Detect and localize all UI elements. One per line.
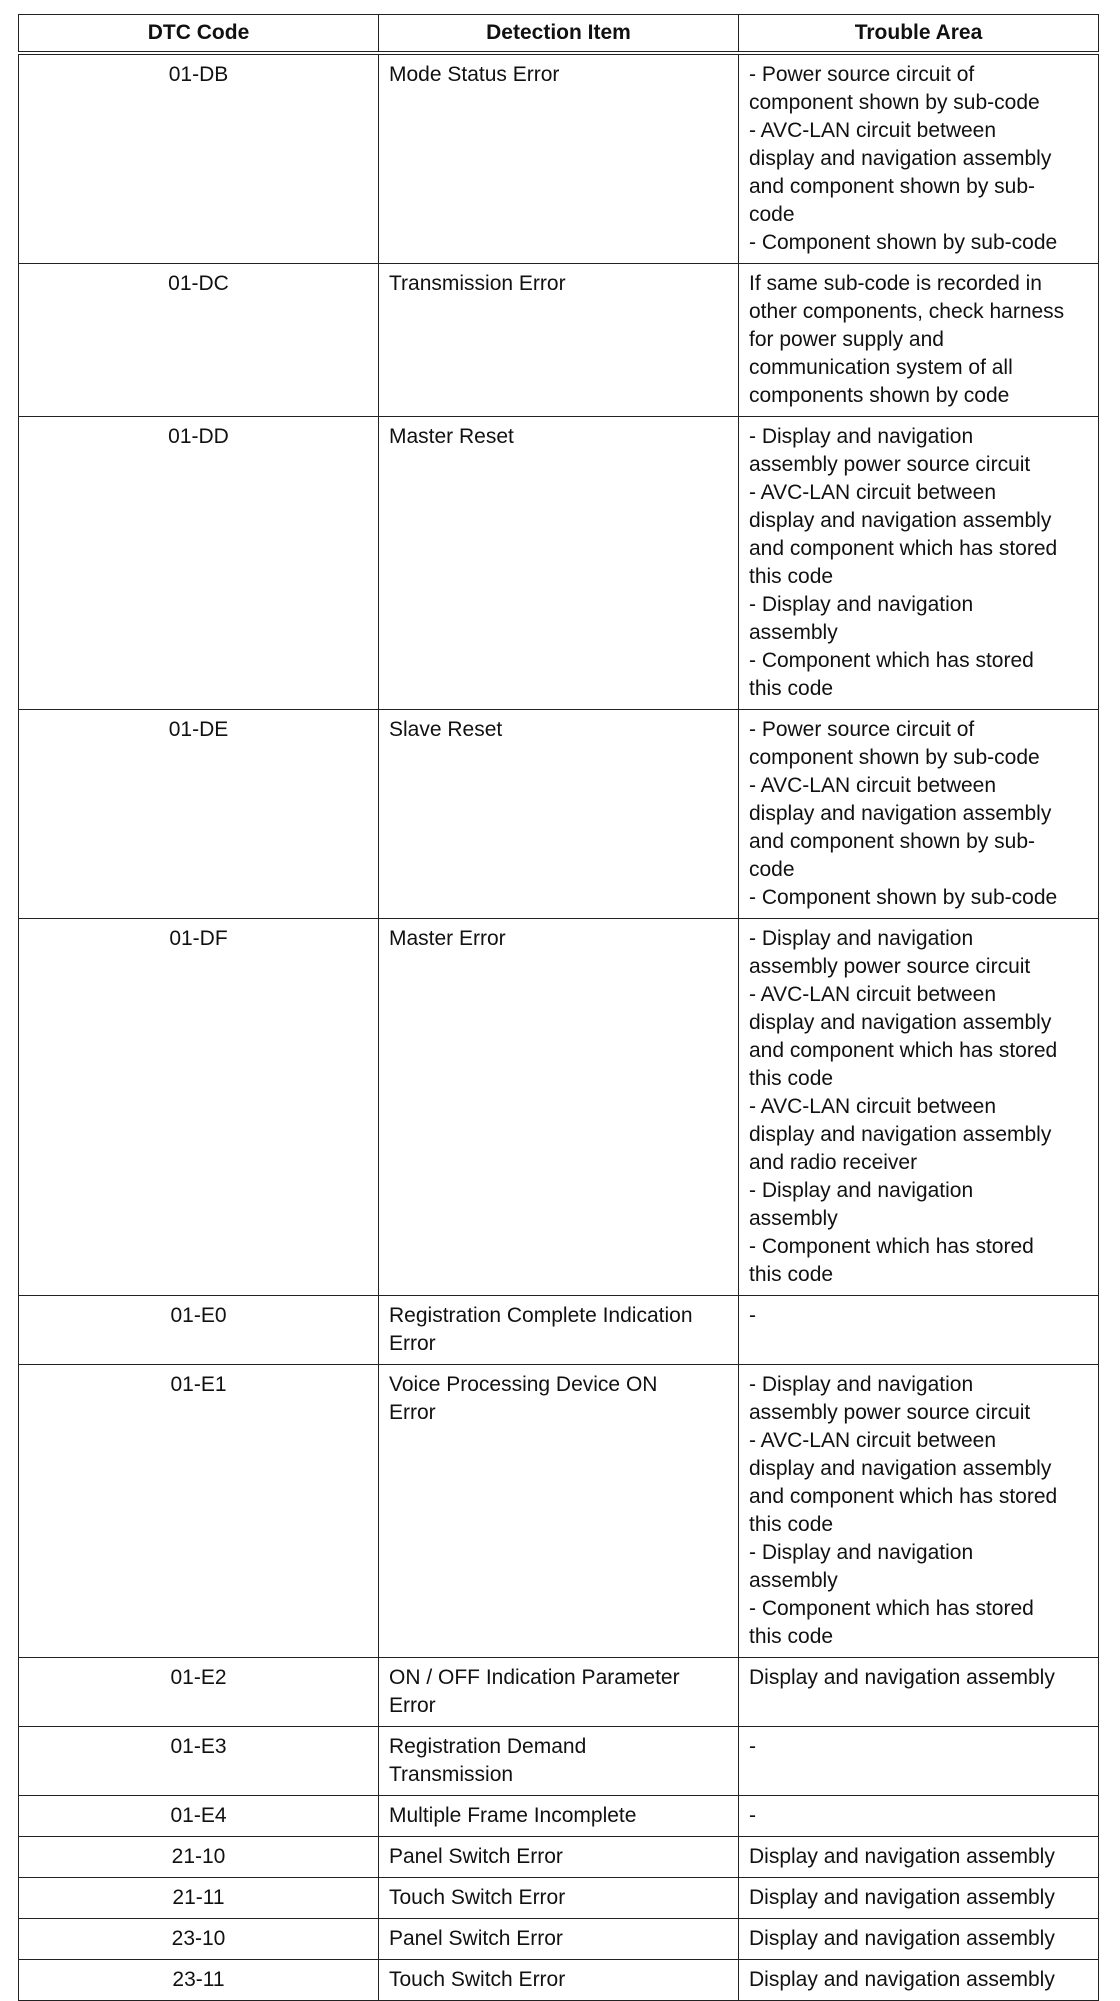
table-body [19,53,1099,2001]
header-detection-item: Detection Item [379,15,739,54]
dtc-code-cell: 23-11 [19,1960,379,2001]
trouble-area-line: Display and navigation assembly [749,1666,1055,1689]
detection-item-line: Registration Demand [389,1735,587,1758]
trouble-area-line: for power supply and [749,328,944,351]
trouble-area-line: display and navigation assembly [749,509,1052,532]
trouble-area-line: - Display and navigation [749,1179,974,1202]
detection-item-line: Error [389,1401,436,1424]
header-dtc-code: DTC Code [19,15,379,54]
header-trouble-area: Trouble Area [739,15,1099,54]
trouble-area-line: code [749,858,795,881]
detection-item-cell [379,919,739,1296]
detection-item-line: Transmission Error [389,272,566,295]
trouble-area-line: display and navigation assembly [749,147,1052,170]
trouble-area-line: - Power source circuit of [749,718,975,741]
trouble-area-line: - AVC-LAN circuit between [749,774,997,797]
trouble-area-line: this code [749,1625,834,1648]
trouble-area-line: component shown by sub-code [749,91,1040,114]
header-row [19,15,1099,54]
trouble-area-line: - Component which has stored [749,649,1034,672]
trouble-area-line: - Display and navigation [749,425,974,448]
detection-item-cell [379,1296,739,1365]
trouble-area-line: other components, check harness [749,300,1065,323]
dtc-code-cell: 21-10 [19,1837,379,1878]
detection-item-cell [379,1365,739,1658]
dtc-code-cell: 21-11 [19,1878,379,1919]
detection-item-line: ON / OFF Indication Parameter [389,1666,680,1689]
dtc-code-cell: 01-E1 [19,1365,379,1658]
table-row [19,919,1099,1296]
dtc-code-cell: 01-E0 [19,1296,379,1365]
trouble-area-line: this code [749,677,834,700]
table-row [19,1960,1099,2001]
trouble-area-line: this code [749,565,834,588]
table-row [19,417,1099,710]
table-row [19,1365,1099,1658]
trouble-area-cell [739,1365,1099,1658]
detection-item-line: Master Error [389,927,506,950]
detection-item-cell [379,1919,739,1960]
detection-item-cell [379,1796,739,1837]
table-row [19,710,1099,919]
trouble-area-line: and component which has stored [749,537,1058,560]
table-row [19,1837,1099,1878]
detection-item-cell [379,1960,739,2001]
detection-item-line: Multiple Frame Incomplete [389,1804,637,1827]
trouble-area-line: assembly power source circuit [749,453,1031,476]
table-row [19,1727,1099,1796]
trouble-area-line: component shown by sub-code [749,746,1040,769]
trouble-area-line: this code [749,1263,834,1286]
table-row [19,1796,1099,1837]
trouble-area-line: display and navigation assembly [749,1123,1052,1146]
trouble-area-line: If same sub-code is recorded in [749,272,1042,295]
trouble-area-cell [739,53,1099,264]
detection-item-line: Registration Complete Indication [389,1304,693,1327]
trouble-area-cell [739,1796,1099,1837]
trouble-area-line: and component shown by sub- [749,175,1036,198]
trouble-area-line: - [749,1804,756,1827]
detection-item-line: Voice Processing Device ON [389,1373,658,1396]
trouble-area-line: - Display and navigation [749,1373,974,1396]
trouble-area-line: communication system of all [749,356,1013,379]
trouble-area-line: components shown by code [749,384,1010,407]
trouble-area-line: - Display and navigation [749,1541,974,1564]
trouble-area-line: and radio receiver [749,1151,918,1174]
trouble-area-line: display and navigation assembly [749,1011,1052,1034]
trouble-area-line: code [749,203,795,226]
trouble-area-cell [739,1296,1099,1365]
detection-item-cell [379,53,739,264]
detection-item-line: Panel Switch Error [389,1927,563,1950]
detection-item-cell [379,264,739,417]
trouble-area-line: display and navigation assembly [749,1457,1052,1480]
detection-item-cell [379,1878,739,1919]
trouble-area-line: this code [749,1513,834,1536]
dtc-code-cell: 01-E2 [19,1658,379,1727]
dtc-code-cell: 01-DE [19,710,379,919]
trouble-area-line: assembly [749,1569,838,1592]
table-header [19,15,1099,54]
trouble-area-line: and component shown by sub- [749,830,1036,853]
trouble-area-line: - AVC-LAN circuit between [749,119,997,142]
detection-item-line: Mode Status Error [389,63,560,86]
trouble-area-cell [739,1960,1099,2001]
detection-item-line: Master Reset [389,425,514,448]
trouble-area-line: assembly power source circuit [749,1401,1031,1424]
trouble-area-line: - [749,1304,756,1327]
trouble-area-line: this code [749,1067,834,1090]
trouble-area-cell [739,1919,1099,1960]
dtc-code-cell: 23-10 [19,1919,379,1960]
trouble-area-line: - AVC-LAN circuit between [749,481,997,504]
detection-item-cell [379,1837,739,1878]
trouble-area-line: Display and navigation assembly [749,1927,1055,1950]
trouble-area-line: - [749,1735,756,1758]
detection-item-cell [379,417,739,710]
table-row [19,1919,1099,1960]
trouble-area-line: - Component which has stored [749,1597,1034,1620]
trouble-area-cell [739,710,1099,919]
trouble-area-line: - AVC-LAN circuit between [749,983,997,1006]
detection-item-cell [379,1658,739,1727]
trouble-area-line: and component which has stored [749,1039,1058,1062]
trouble-area-line: - Component which has stored [749,1235,1034,1258]
detection-item-line: Touch Switch Error [389,1886,566,1909]
trouble-area-line: display and navigation assembly [749,802,1052,825]
trouble-area-line: - Component shown by sub-code [749,231,1058,254]
detection-item-cell [379,1727,739,1796]
trouble-area-cell [739,417,1099,710]
trouble-area-line: - AVC-LAN circuit between [749,1429,997,1452]
trouble-area-cell [739,264,1099,417]
dtc-code-cell: 01-DF [19,919,379,1296]
trouble-area-cell [739,1878,1099,1919]
trouble-area-line: - Power source circuit of [749,63,975,86]
dtc-code-cell: 01-E3 [19,1727,379,1796]
detection-item-line: Error [389,1332,436,1355]
trouble-area-line: assembly [749,1207,838,1230]
trouble-area-line: Display and navigation assembly [749,1886,1055,1909]
trouble-area-line: - Display and navigation [749,927,974,950]
table-row [19,264,1099,417]
trouble-area-line: - AVC-LAN circuit between [749,1095,997,1118]
dtc-table [18,14,1099,2001]
detection-item-line: Panel Switch Error [389,1845,563,1868]
detection-item-line: Transmission [389,1763,514,1786]
detection-item-line: Touch Switch Error [389,1968,566,1991]
trouble-area-cell [739,1658,1099,1727]
table-row [19,1878,1099,1919]
detection-item-cell [379,710,739,919]
dtc-code-cell: 01-DB [19,53,379,264]
trouble-area-line: assembly power source circuit [749,955,1031,978]
trouble-area-line: Display and navigation assembly [749,1968,1055,1991]
trouble-area-cell [739,1727,1099,1796]
trouble-area-cell [739,1837,1099,1878]
detection-item-line: Slave Reset [389,718,503,741]
table-row [19,1296,1099,1365]
dtc-code-cell: 01-DD [19,417,379,710]
trouble-area-line: assembly [749,621,838,644]
trouble-area-cell [739,919,1099,1296]
trouble-area-line: and component which has stored [749,1485,1058,1508]
table-row [19,53,1099,264]
table-row [19,1658,1099,1727]
dtc-code-cell: 01-DC [19,264,379,417]
trouble-area-line: - Display and navigation [749,593,974,616]
trouble-area-line: - Component shown by sub-code [749,886,1058,909]
dtc-code-cell: 01-E4 [19,1796,379,1837]
trouble-area-line: Display and navigation assembly [749,1845,1055,1868]
detection-item-line: Error [389,1694,436,1717]
